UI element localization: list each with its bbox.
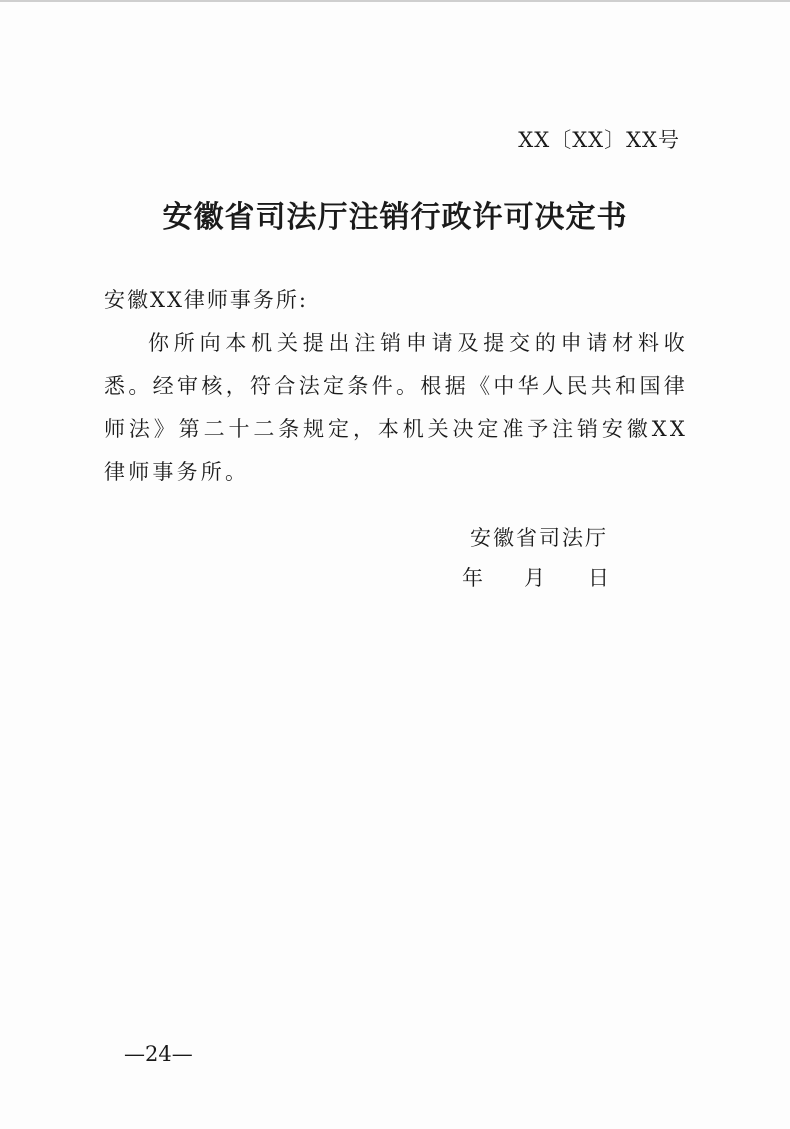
document-title: 安徽省司法厅注销行政许可决定书: [162, 200, 628, 235]
page-top-border: [0, 0, 790, 2]
issuing-authority: 安徽省司法厅: [470, 526, 608, 550]
page-number: —24—: [124, 1042, 193, 1066]
addressee: 安徽XX律师事务所:: [104, 288, 308, 312]
date-month-label: 月: [524, 566, 545, 590]
date-day-label: 日: [588, 566, 609, 590]
document-number: XX〔XX〕XX号: [518, 128, 680, 152]
date-line: [462, 562, 612, 592]
body-paragraph: 你所向本机关提出注销申请及提交的申请材料收悉。经审核，符合法定条件。根据《中华人民共和国律师法》第二十二条规定，本机关决定准予注销安徽XX律师事务所。: [104, 331, 688, 484]
date-year-label: 年: [462, 566, 483, 590]
